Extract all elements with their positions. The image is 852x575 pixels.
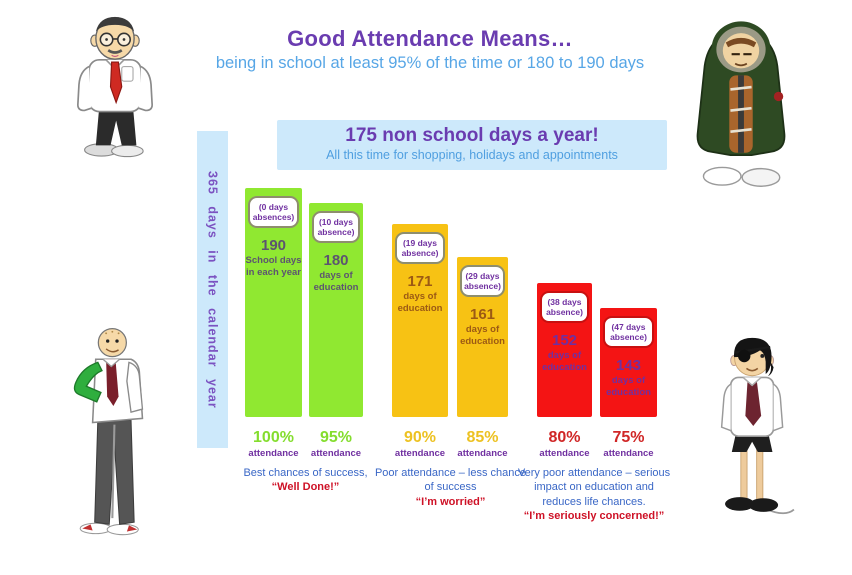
caption-quote: “I’m seriously concerned!” [523,509,665,522]
absence-badge: (29 days absence) [460,265,506,297]
percent-label-75 [598,429,659,459]
caption-text: Best chances of success, [243,467,368,479]
absence-badge: (47 days absence) [603,316,653,348]
percent-label-95 [307,429,365,459]
percent-label-85 [455,429,510,459]
bar-value: 190 [260,237,287,255]
attendance-word: attendance [394,448,446,459]
bar-unit: days of education [313,270,359,293]
attendance-word: attendance [603,448,654,459]
absence-badge: (0 days absences) [248,196,298,228]
banner-title: 175 non school days a year! [345,125,599,146]
eye-patch-pupil-illustration [688,330,814,522]
caption-poor-attendance [373,466,528,509]
eye-patch-pupil-icon [688,330,814,522]
bar-90-attendance [392,224,448,417]
bar-unit: days of education [397,291,443,314]
bar-value: 143 [615,357,642,375]
bar-unit: days of education [542,350,587,373]
percent-label-100 [243,429,304,459]
calendar-year-axis [197,131,228,448]
bar-100-attendance [245,188,302,417]
percent-value: 100% [253,429,294,446]
percent-label-90 [390,429,450,459]
percent-value: 95% [319,429,353,446]
caption-quote: “Well Done!” [271,481,340,494]
bar-95-attendance [309,203,363,417]
bar-unit: days of education [460,324,505,347]
absence-badge: (19 days absence) [395,232,445,264]
tall-bald-man-icon [28,325,178,543]
caption-quote: “I’m worried” [415,495,486,508]
bar-75-attendance [600,308,657,417]
bar-unit: School days in each year [245,255,302,278]
banner-subtitle: All this time for shopping, holidays and appointments [326,148,618,162]
attendance-word: attendance [457,448,508,459]
bar-value: 152 [551,332,578,350]
percent-value: 85% [466,429,499,446]
caption-text: Very poor attendance – serious impact on education and reduces life chances. [517,467,671,508]
attendance-word: attendance [248,448,299,459]
teacher-icon [55,8,175,160]
non-school-days-banner [277,120,667,170]
attendance-word: attendance [539,448,590,459]
bar-85-attendance [457,257,508,417]
parka-pupil-illustration [682,12,800,188]
bar-value: 161 [469,306,496,324]
teacher-character-illustration [55,8,175,160]
axis-label: 365 days in the calendar year [205,170,220,409]
bar-value: 180 [323,252,349,270]
absence-badge: (38 days absence) [540,291,589,323]
page-title: Good Attendance Means… [287,26,573,51]
page-subtitle: being in school at least 95% of the time or 180 to 190 days [215,54,645,72]
bar-80-attendance [537,283,592,417]
percent-value: 75% [612,429,645,446]
percent-value: 90% [403,429,437,446]
tall-teacher-illustration [28,325,178,543]
attendance-word: attendance [310,448,362,459]
percent-label-80 [535,429,594,459]
hooded-parka-pupil-icon [682,12,800,188]
absence-badge: (10 days absence) [312,211,360,243]
percent-value: 80% [548,429,581,446]
bar-unit: days of education [606,375,651,398]
bar-value: 171 [407,273,433,291]
caption-very-poor-attendance [513,466,675,523]
caption-good-attendance [233,466,378,495]
caption-text: Poor attendance – less chance of success [374,467,527,494]
